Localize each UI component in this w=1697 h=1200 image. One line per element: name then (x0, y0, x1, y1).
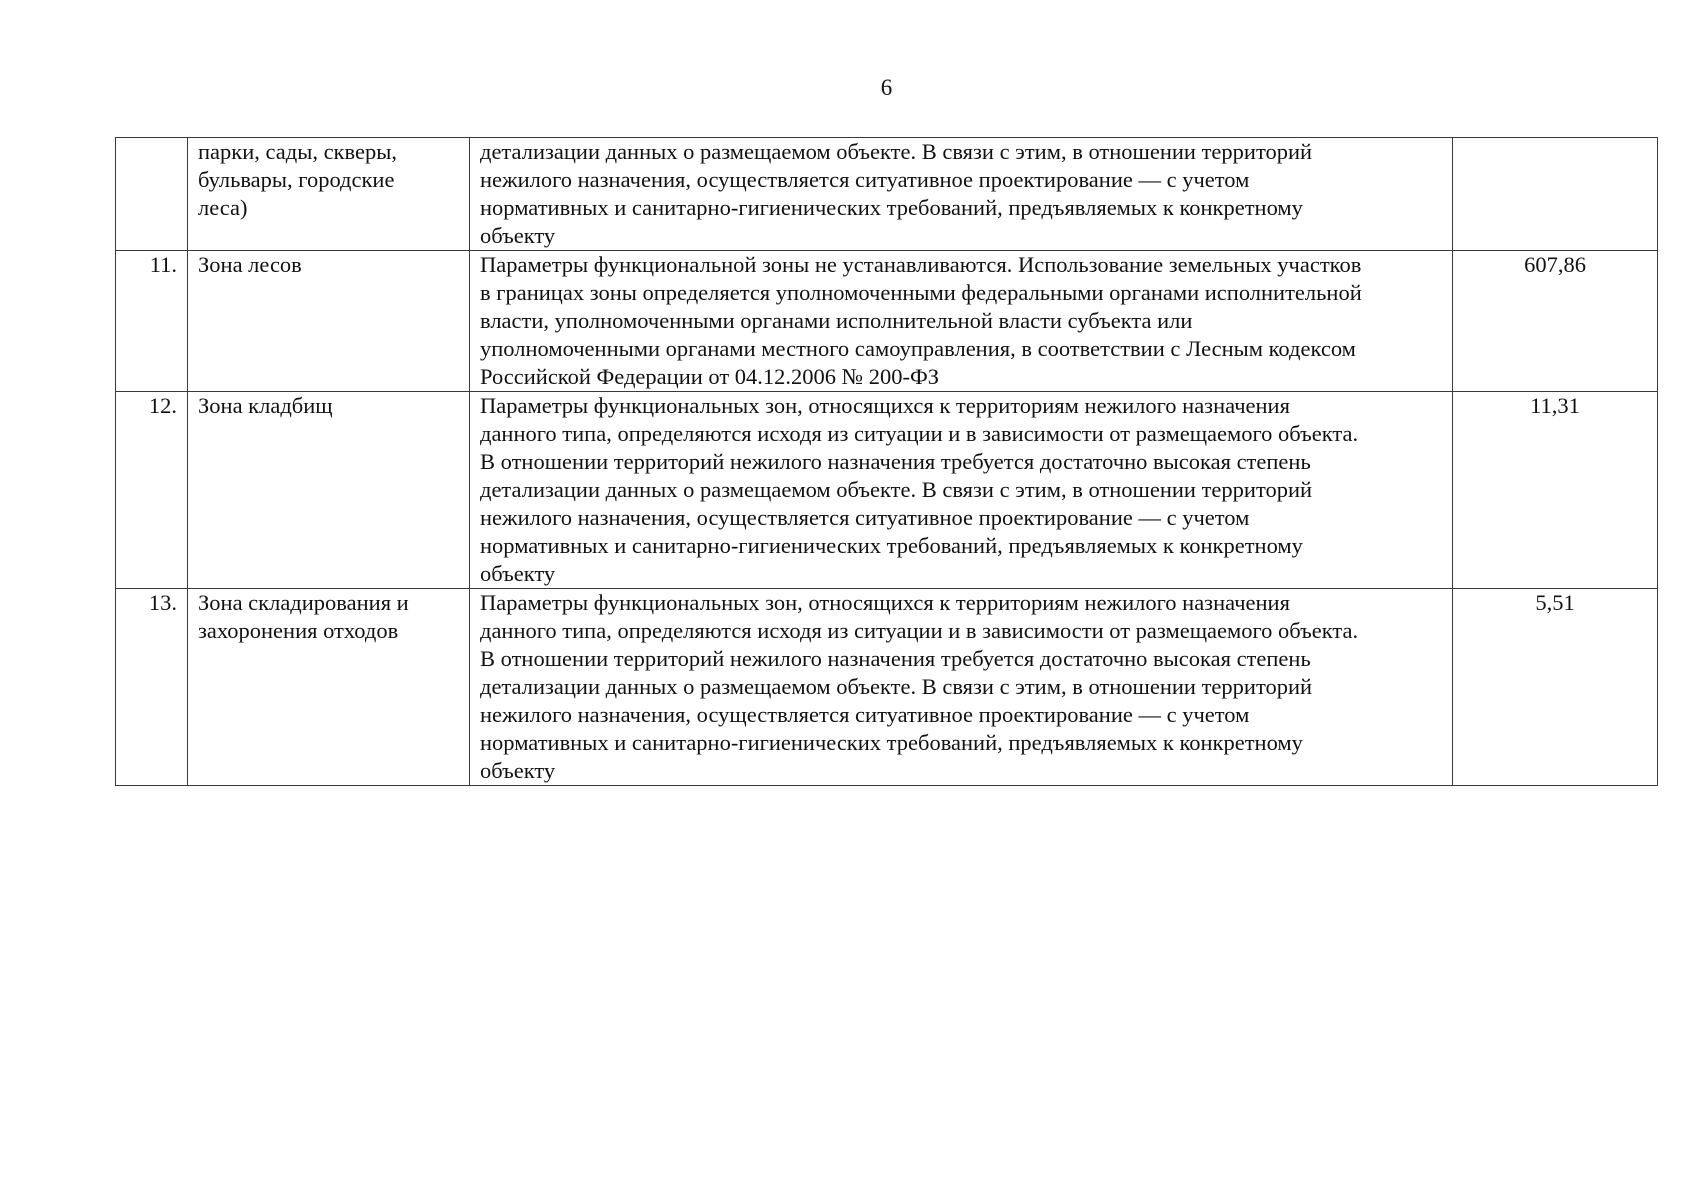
zone-name-cell (188, 251, 470, 392)
table-row (116, 251, 1658, 392)
zone-name-cell (188, 138, 470, 251)
zone-area-cell: 5,51 (1453, 589, 1658, 786)
row-number-cell: 12. (116, 392, 188, 589)
parameters-line: данного типа, определяются исходя из ситуации и в зависимости от размещаемого объекта. (480, 421, 1359, 446)
zone-parameters-cell (470, 138, 1453, 251)
parameters-line: нормативных и санитарно-гигиенических требований, предъявляемых к конкретному (480, 533, 1303, 558)
parameters-line: Параметры функциональных зон, относящихся к территориям нежилого назначения (480, 393, 1290, 418)
table-row (116, 138, 1658, 251)
parameters-line: детализации данных о размещаемом объекте. В связи с этим, в отношении территорий (480, 674, 1313, 699)
zone-area-cell: 11,31 (1453, 392, 1658, 589)
parameters-line: нормативных и санитарно-гигиенических требований, предъявляемых к конкретному (480, 195, 1303, 220)
table-row (116, 392, 1658, 589)
row-number-cell: 13. (116, 589, 188, 786)
row-number-cell: 11. (116, 251, 188, 392)
zone-name-line: захоронения отходов (198, 618, 399, 643)
parameters-line: Параметры функциональных зон, относящихся к территориям нежилого назначения (480, 590, 1290, 615)
parameters-line: нормативных и санитарно-гигиенических требований, предъявляемых к конкретному (480, 730, 1303, 755)
table-row (116, 589, 1658, 786)
zone-name-line: бульвары, городские (198, 167, 395, 192)
parameters-line: объекту (480, 561, 556, 586)
zone-name-cell (188, 392, 470, 589)
zone-name-line: леса) (198, 195, 248, 220)
parameters-line: уполномоченными органами местного самоуправления, в соответствии с Лесным кодексом (480, 336, 1356, 361)
zone-parameters-cell (470, 251, 1453, 392)
zones-table-body (116, 138, 1658, 786)
parameters-line: объекту (480, 223, 556, 248)
zone-name-line: Зона складирования и (198, 590, 409, 615)
parameters-line: власти, уполномоченными органами исполнительной власти субъекта или (480, 308, 1193, 333)
zone-area-cell: 607,86 (1453, 251, 1658, 392)
zone-parameters-cell (470, 589, 1453, 786)
zone-area-cell (1453, 138, 1658, 251)
parameters-line: нежилого назначения, осуществляется ситуативное проектирование — с учетом (480, 505, 1250, 530)
zone-parameters-cell (470, 392, 1453, 589)
parameters-line: В отношении территорий нежилого назначения требуется достаточно высокая степень (480, 449, 1311, 474)
zones-table (115, 137, 1658, 786)
parameters-line: в границах зоны определяется уполномоченными федеральными органами исполнительной (480, 280, 1362, 305)
row-number-cell (116, 138, 188, 251)
parameters-line: данного типа, определяются исходя из ситуации и в зависимости от размещаемого объекта. (480, 618, 1359, 643)
zone-name-line: Зона кладбищ (198, 393, 333, 418)
parameters-line: детализации данных о размещаемом объекте. В связи с этим, в отношении территорий (480, 139, 1313, 164)
zone-name-line: Зона лесов (198, 252, 302, 277)
parameters-line: объекту (480, 758, 556, 783)
zone-name-line: парки, сады, скверы, (198, 139, 397, 164)
page-number: 6 (880, 75, 893, 100)
parameters-line: детализации данных о размещаемом объекте. В связи с этим, в отношении территорий (480, 477, 1313, 502)
parameters-line: В отношении территорий нежилого назначения требуется достаточно высокая степень (480, 646, 1311, 671)
parameters-line: нежилого назначения, осуществляется ситуативное проектирование — с учетом (480, 167, 1250, 192)
parameters-line: Параметры функциональной зоны не устанавливаются. Использование земельных участков (480, 252, 1362, 277)
zone-name-cell (188, 589, 470, 786)
parameters-line: Российской Федерации от 04.12.2006 № 200-ФЗ (480, 364, 940, 389)
parameters-line: нежилого назначения, осуществляется ситуативное проектирование — с учетом (480, 702, 1250, 727)
